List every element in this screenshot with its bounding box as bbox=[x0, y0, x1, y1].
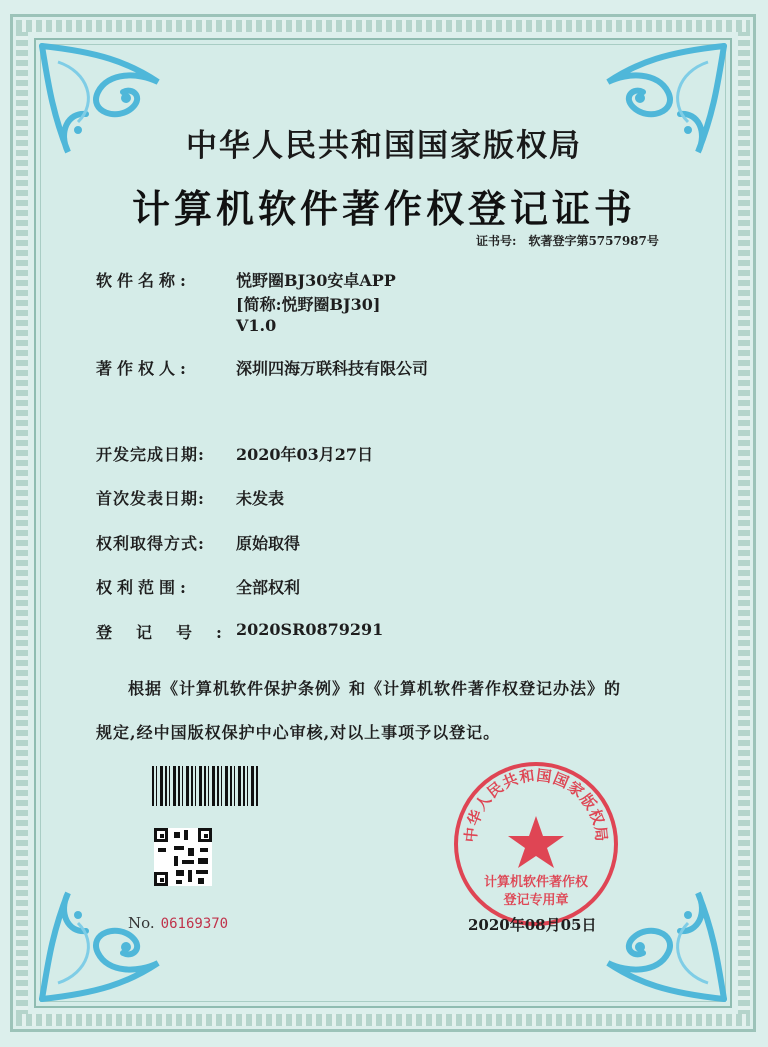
field-registration-number bbox=[96, 620, 383, 643]
corner-ornament-icon bbox=[38, 883, 198, 1003]
issue-date: 2020年08月05日 bbox=[468, 916, 597, 934]
serial-number bbox=[128, 914, 228, 932]
official-seal bbox=[452, 760, 620, 928]
software-version: V1.0 bbox=[236, 316, 277, 335]
field-value: 未发表 bbox=[236, 489, 285, 508]
field-label: 登记号: bbox=[96, 623, 246, 642]
field-value: 2020SR0879291 bbox=[236, 620, 384, 639]
certificate-number-value: 软著登字第5757987号 bbox=[528, 234, 659, 248]
field-value: 深圳四海万联科技有限公司 bbox=[236, 359, 429, 378]
field-label: 开发完成日期: bbox=[96, 445, 205, 464]
qr-code-icon bbox=[154, 828, 212, 886]
barcode-icon bbox=[152, 766, 260, 806]
seal-outer-text: 中华人民共和国国家版权局 bbox=[461, 766, 611, 844]
statement-line-1: 根据《计算机软件保护条例》和《计算机软件著作权登记办法》的 bbox=[128, 679, 622, 698]
field-software-name bbox=[96, 268, 396, 291]
field-dev-date bbox=[96, 442, 373, 465]
seal-inner-line-2: 登记专用章 bbox=[503, 893, 569, 908]
field-label: 软件名称: bbox=[96, 271, 191, 290]
field-label: 首次发表日期: bbox=[96, 489, 205, 508]
field-label: 权利范围: bbox=[96, 578, 191, 597]
serial-prefix: No. bbox=[128, 914, 155, 932]
field-acquire-method bbox=[96, 531, 300, 554]
star-icon bbox=[508, 816, 564, 868]
field-label: 权利取得方式: bbox=[96, 534, 205, 553]
field-scope bbox=[96, 575, 300, 598]
certificate-number bbox=[476, 232, 659, 249]
field-publish-date bbox=[96, 486, 284, 509]
issuer-title: 中华人民共和国国家版权局 bbox=[186, 128, 582, 164]
statement-line-2: 规定,经中国版权保护中心审核,对以上事项予以登记。 bbox=[96, 723, 501, 742]
certificate-title: 计算机软件著作权登记证书 bbox=[131, 186, 636, 231]
seal-inner-line-1: 计算机软件著作权 bbox=[483, 875, 589, 890]
field-owner bbox=[96, 356, 428, 379]
field-label: 著作权人: bbox=[96, 359, 191, 378]
serial-value: 06169370 bbox=[160, 916, 229, 932]
field-value: 全部权利 bbox=[236, 578, 301, 597]
field-value: 悦野圈BJ30安卓APP bbox=[236, 271, 396, 290]
field-value: 原始取得 bbox=[236, 534, 301, 553]
field-value: 2020年03月27日 bbox=[236, 445, 374, 464]
software-short-name: [简称:悦野圈BJ30] bbox=[236, 295, 381, 314]
certificate-number-label: 证书号: bbox=[476, 234, 517, 248]
